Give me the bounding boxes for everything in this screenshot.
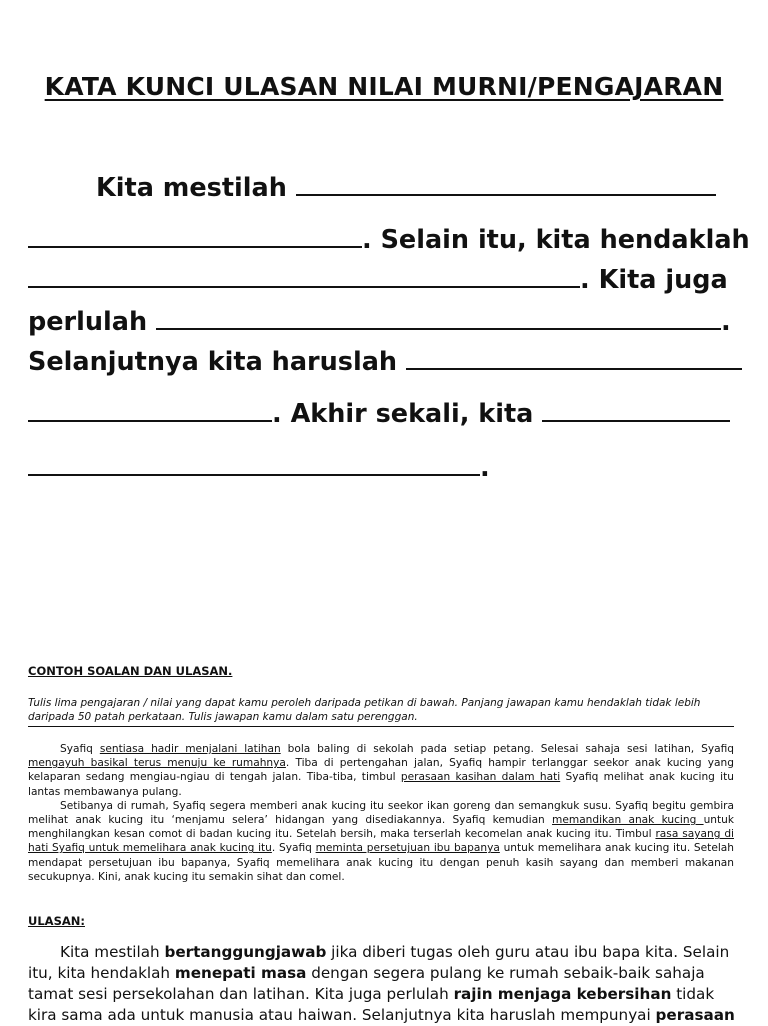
answer-blank-5[interactable]	[406, 367, 742, 370]
template-text-2: . Selain itu, kita hendaklah	[362, 225, 750, 255]
story-text: untuk memelihara anak kucing itu. Setelah mendapat persetujuan ibu bapanya, Syafiq memelihara anak kucing itu dengan penuh kasih sayang dan memberi makanan secukupnya. Kini, anak kucing itu semakin sihat dan comel.	[28, 842, 734, 883]
story-text: Setibanya di rumah, Syafiq segera memberi anak kucing itu seekor ikan goreng dan semangkuk susu. Syafiq begitu gembira melihat anak kucing itu ‘menjamu selera’ hidangan yang disediakannya. Syafiq kemudian	[28, 799, 734, 827]
answer-blank-3[interactable]	[28, 285, 580, 288]
answer-keyword: perasaan	[655, 1006, 735, 1024]
template-line-3	[28, 260, 728, 300]
template-text-4: perlulah	[28, 307, 148, 337]
ulasan-heading: ULASAN:	[28, 914, 85, 928]
story-key-phrase: memandikan anak kucing	[552, 814, 704, 827]
template-text-4-end: .	[721, 307, 731, 337]
template-text-5: Selanjutnya kita haruslah	[28, 347, 398, 377]
story-text: bola baling di sekolah pada setiap petang. Selesai sahaja sesi latihan, Syafiq	[280, 743, 734, 755]
answer-blank-6[interactable]	[28, 419, 272, 422]
answer-blank-8[interactable]	[28, 473, 480, 476]
answer-text: tidak kira sama ada untuk manusia atau haiwan. Selanjutnya kita haruslah mempunyai	[28, 985, 715, 1024]
story-text: . Tiba di pertengahan jalan, Syafiq hampir terlanggar seekor anak kucing yang kelaparan sedang mengiau-ngiau di tengah jalan. Tiba-tiba, timbul	[28, 757, 734, 784]
model-answer-paragraph	[28, 942, 740, 1026]
answer-text: Kita mestilah	[60, 943, 165, 961]
template-line-4	[28, 302, 731, 342]
story-paragraph-2	[28, 799, 734, 884]
answer-blank-2[interactable]	[28, 245, 362, 248]
story-text: Syafiq	[60, 743, 100, 755]
template-text-1: Kita mestilah	[96, 173, 287, 203]
answer-keyword: menepati masa	[174, 964, 307, 982]
question-instruction: Tulis lima pengajaran / nilai yang dapat kamu peroleh daripada petikan di bawah. Panjang jawapan kamu hendaklah tidak lebih daripada 50 patah perkataan. Tulis jawapan kamu dalam satu perenggan.	[28, 696, 734, 727]
example-heading: CONTOH SOALAN DAN ULASAN.	[28, 664, 233, 678]
story-text: untuk menghilangkan kesan comot di badan kucing itu. Setelah bersih, maka terserlah kecomelan anak kucing itu. Timbul	[28, 814, 734, 841]
template-text-6: . Akhir sekali, kita	[272, 399, 534, 429]
answer-blank-7[interactable]	[542, 419, 730, 422]
answer-text: jika diberi tugas oleh guru atau ibu bapa kita. Selain itu, kita hendaklah	[28, 943, 730, 982]
story-passage	[28, 742, 734, 884]
answer-text: dengan segera pulang ke rumah sebaik-baik sahaja tamat sesi persekolahan dan latihan. Kita juga perlulah	[28, 964, 705, 1003]
answer-blank-1[interactable]	[296, 193, 716, 196]
story-text: Syafiq melihat anak kucing itu lantas membawanya pulang.	[28, 771, 734, 798]
answer-blank-4[interactable]	[156, 327, 721, 330]
template-line-6	[28, 394, 730, 434]
story-paragraph-1	[28, 742, 734, 799]
story-text: . Syafiq	[271, 842, 316, 855]
story-key-phrase: rasa sayang di hati Syafiq untuk memelihara anak kucing itu	[28, 828, 734, 855]
page-title: KATA KUNCI ULASAN NILAI MURNI/PENGAJARAN	[44, 72, 724, 101]
template-line-2	[28, 220, 750, 260]
story-key-phrase: sentiasa hadir menjalani latihan	[99, 743, 281, 755]
model-answer	[28, 942, 740, 1026]
template-line-7	[28, 448, 490, 488]
story-key-phrase: perasaan kasihan dalam hati	[400, 771, 561, 784]
story-key-phrase: mengayuh basikal terus menuju ke rumahnya	[28, 757, 286, 770]
template-line-5	[28, 342, 742, 382]
story-key-phrase: meminta persetujuan ibu bapanya	[315, 842, 500, 855]
answer-keyword: bertanggungjawab	[164, 943, 327, 961]
template-text-7: .	[480, 453, 490, 483]
template-text-3: . Kita juga	[580, 265, 728, 295]
template-line-1	[96, 168, 716, 208]
answer-keyword: rajin menjaga kebersihan	[453, 985, 672, 1003]
